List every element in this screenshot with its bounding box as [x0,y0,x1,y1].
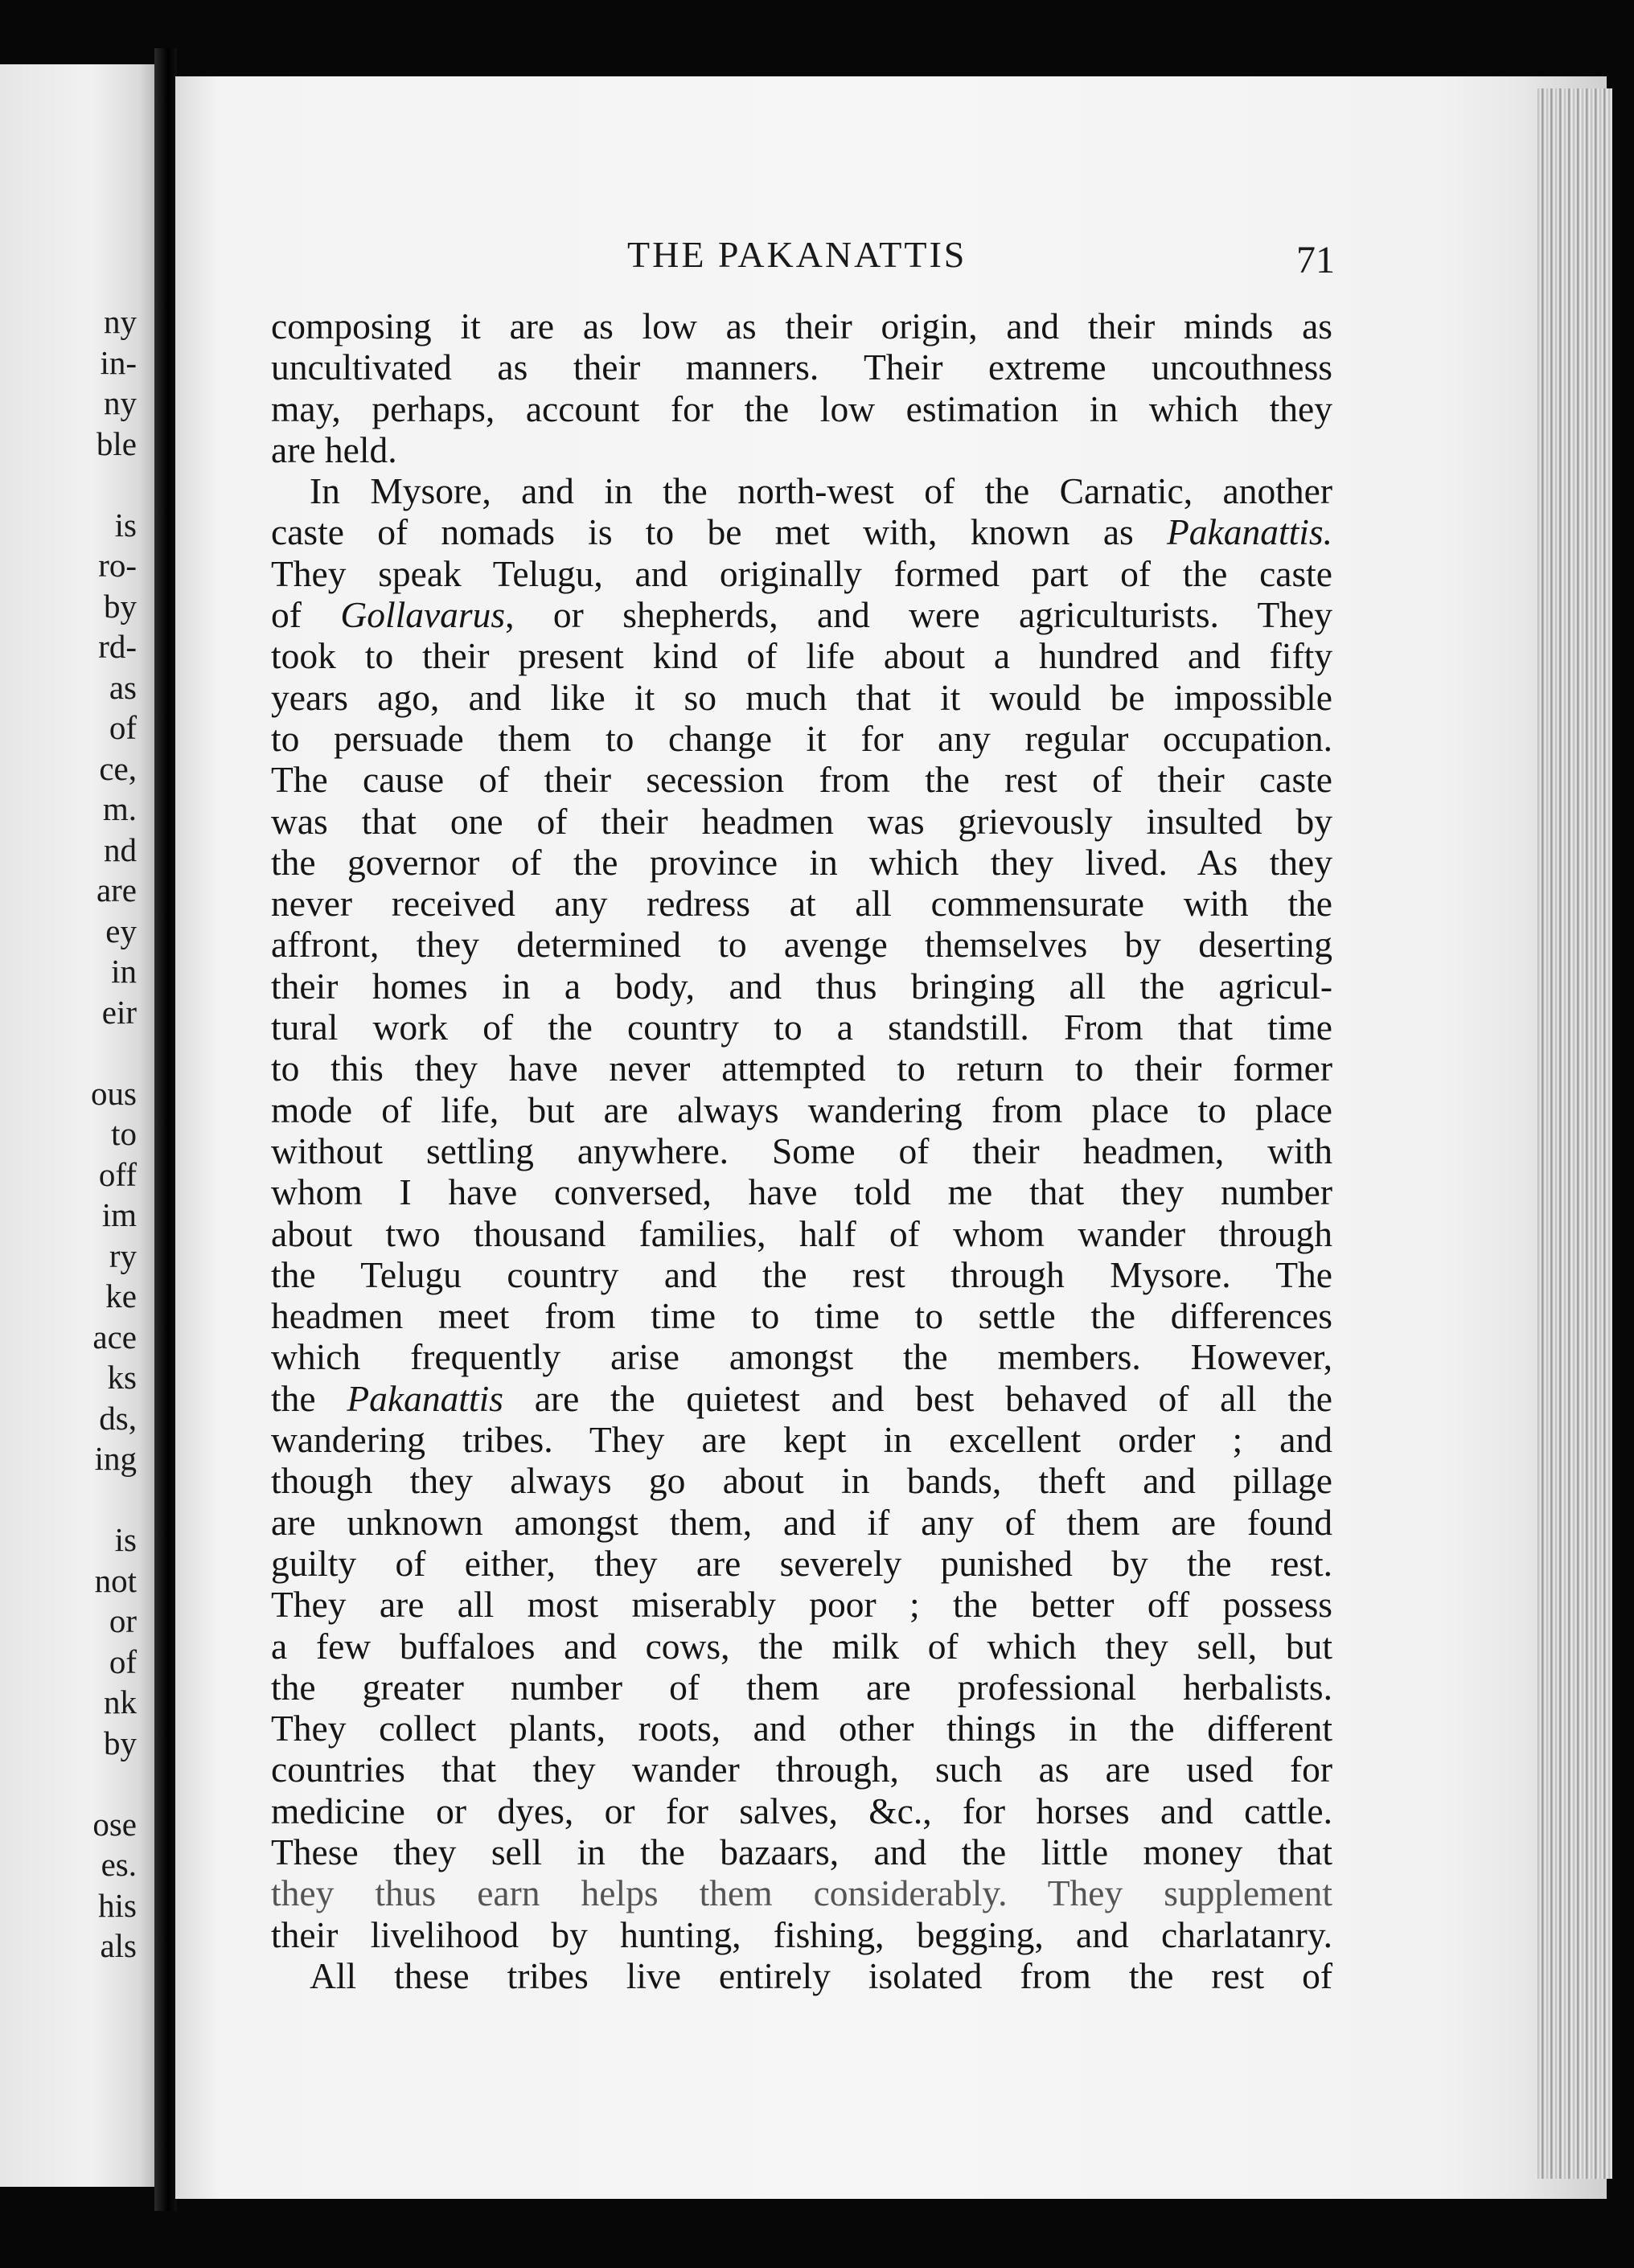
text-line: the governor of the province in which they lived. As they [271,841,1332,883]
text-line: countries that they wander through, such as are used for [271,1749,1332,1790]
text-line: they thus earn helps them considerably. They supplement [271,1872,1332,1914]
text-line: may, perhaps, account for the low estimation in which they [271,388,1332,429]
text-line: They speak Telugu, and originally formed part of the caste [271,552,1332,594]
left-page-fragment-line: as [109,668,137,706]
left-page-fragment-line: is [114,1521,137,1558]
text-line: affront, they determined to avenge themselves by deserting [271,924,1332,966]
left-page-fragment-line: by [104,1724,137,1761]
left-page-fragment-line: m. [102,790,137,827]
left-page-fragment-line: his [98,1886,137,1924]
text-line: All these tribes live entirely isolated from the rest of [310,1954,1332,1996]
text-line: are unknown amongst them, and if any of them are found [271,1501,1332,1543]
left-page-fragment-line: not [94,1561,137,1599]
book-gutter [154,48,177,2211]
text-line: tural work of the country to a standstill. From that time [271,1007,1332,1048]
text-line: was that one of their headmen was grievously insulted by [271,800,1332,842]
text-line: caste of nomads is to be met with, known as Pakanattis. [271,511,1332,553]
text-line: the greater number of them are professional herbalists. [271,1666,1332,1708]
text-line: the Telugu country and the rest through Mysore. The [271,1253,1332,1295]
text-line: about two thousand families, half of whom wander through [271,1212,1332,1254]
left-page-fragment-line: ble [96,424,137,462]
text-line: a few buffaloes and cows, the milk of which they sell, but [271,1625,1332,1667]
text-line: to this they have never attempted to return to their former [271,1048,1332,1089]
text-line: They are all most miserably poor ; the better off possess [271,1584,1332,1626]
text-line: though they always go about in bands, theft and pillage [271,1460,1332,1502]
text-line: of Gollavarus, or shepherds, and were agriculturists. They [271,594,1333,636]
left-page-fragment-line: nk [104,1684,137,1720]
text-line: their homes in a body, and thus bringing all the agricul- [271,965,1332,1007]
page-edges [1536,88,1612,2179]
left-page-fragment-line: ce, [99,749,137,787]
text-line: without settling anywhere. Some of their headmen, with [271,1130,1332,1171]
left-page-fragment-line: ace [92,1318,137,1355]
left-page-fragment [0,64,154,2187]
text-line: medicine or dyes, or for salves, &c., for horses and cattle. [271,1790,1332,1831]
text-line: They collect plants, roots, and other things in the different [271,1708,1332,1749]
left-page-fragment-line: ing [94,1440,137,1477]
left-page-fragment-line: ry [109,1237,137,1274]
left-page-fragment-line: ds, [99,1399,137,1437]
left-page-fragment-line: nd [104,831,137,868]
text-line: are held. [271,429,397,470]
text-line: which frequently arise amongst the members. However, [271,1336,1332,1378]
text-line: never received any redress at all commensurate with the [271,883,1332,925]
left-page-fragment-line: rd- [98,628,137,665]
text-line: These they sell in the bazaars, and the little money that [271,1831,1332,1872]
left-page-fragment-line: of [109,1643,137,1680]
text-line: their livelihood by hunting, fishing, begging, and charlatanry. [271,1913,1332,1955]
page-number: 71 [1296,239,1335,281]
text-line: In Mysore, and in the north-west of the Carnatic, another [310,470,1332,512]
left-page-fragment-line: ose [92,1805,137,1843]
left-page-fragment-line: are [96,872,137,908]
left-page-fragment-line: is [114,506,137,543]
running-title: THE PAKANATTIS [627,234,967,275]
left-page-fragment-line: ks [107,1359,137,1396]
left-page-fragment-line: eir [101,993,137,1031]
left-page-fragment-line: ny [104,303,137,340]
left-page-fragment-line: in [111,953,137,990]
left-page-fragment-line: es. [101,1846,137,1883]
text-line: headmen meet from time to time to settle the differences [271,1295,1332,1337]
left-page-fragment-line: ke [105,1278,137,1314]
text-line: the Pakanattis are the quietest and best behaved of all the [271,1377,1332,1419]
left-page-fragment-line: or [109,1602,137,1639]
text-line: mode of life, but are always wandering from place to place [271,1089,1332,1130]
left-page-fragment-line: ous [91,1074,137,1112]
text-line: wandering tribes. They are kept in excellent order ; and [271,1419,1332,1461]
text-line: composing it are as low as their origin, and their minds as [271,306,1332,347]
left-page-fragment-line: ny [104,384,137,421]
left-page-fragment-line: to [111,1115,137,1152]
text-line: whom I have conversed, have told me that they number [271,1171,1332,1213]
text-line: years ago, and like it so much that it would be impossible [271,676,1332,718]
left-page-fragment-line: ro- [98,547,137,584]
left-page-fragment-line: of [109,709,137,746]
body-text [271,306,1332,1996]
left-page-fragment-line: off [98,1155,137,1193]
text-line: took to their present kind of life about a hundred and fifty [271,635,1332,677]
left-page-fragment-line: als [100,1927,137,1964]
text-line: uncultivated as their manners. Their extreme uncouthness [271,347,1332,388]
text-line: guilty of either, they are severely punished by the rest. [271,1542,1332,1584]
left-page-fragment-line: in- [100,343,137,381]
left-page-fragment-line: ey [105,912,137,949]
left-page-fragment-line: by [104,587,137,625]
text-line: to persuade them to change it for any regular occupation. [271,717,1332,759]
left-page-fragment-line: im [101,1196,137,1233]
text-line: The cause of their secession from the rest of their caste [271,759,1332,801]
